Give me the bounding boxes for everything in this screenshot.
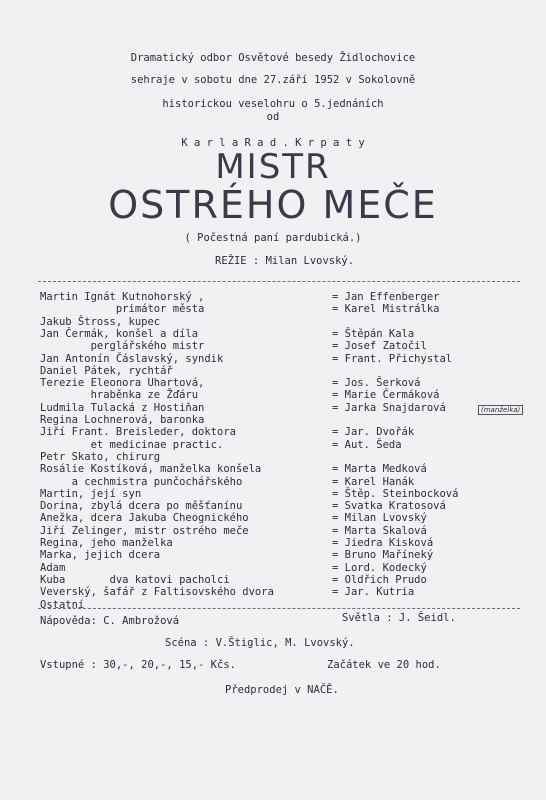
cast-actor: = Lord. Kodecký xyxy=(332,562,427,574)
start-time: Začátek ve 20 hod. xyxy=(327,659,441,671)
cast-actor: = Marie Čermáková xyxy=(332,389,440,401)
cast-actor: = Marta Skalová xyxy=(332,525,427,537)
cast-actor: = Jos. Šerková xyxy=(332,377,421,389)
cast-role: Jan Čermák, konšel a díla xyxy=(40,328,199,340)
cast-actor: = Jar. Dvořák xyxy=(332,426,415,438)
header-line-1: Dramatický odbor Osvětové besedy Židlochovice xyxy=(130,52,416,64)
header-line-3: historickou veselohru o 5.jednáních xyxy=(162,98,384,110)
cast-role: Adam xyxy=(40,562,66,574)
admission-prices: Vstupné : 30,-, 20,-, 15,- Kčs. xyxy=(40,659,236,671)
cast-role: primátor města xyxy=(40,303,205,315)
prompter-credit: Nápověda: C. Ambrožová xyxy=(40,615,180,627)
play-title-line-1: MISTR xyxy=(215,147,331,187)
cast-role: Jiří Zelinger, mistr ostrého meče xyxy=(40,525,249,537)
presale-info: Předprodej v NAČĚ. xyxy=(225,684,339,696)
cast-actor: = Milan Lvovský xyxy=(332,512,427,524)
cast-role: perglářského mistr xyxy=(40,340,205,352)
cast-role: Ludmila Tulacká z Hostiňan xyxy=(40,402,205,414)
cast-role: Rosálie Kostíková, manželka konšela xyxy=(40,463,262,475)
top-divider xyxy=(38,281,520,282)
cast-role: Regina Lochnerová, baronka xyxy=(40,414,205,426)
play-subtitle: ( Počestná paní pardubická.) xyxy=(184,232,362,244)
cast-actor: = Jiedra Kisková xyxy=(332,537,434,549)
cast-actor: = Štěp. Steinbocková xyxy=(332,488,459,500)
header-line-4: od xyxy=(266,111,280,123)
cast-actor: = Bruno Maříneký xyxy=(332,549,434,561)
cast-actor: = Jarka Snajdarová xyxy=(332,402,446,414)
cast-role: Petr Skato, chirurg xyxy=(40,451,161,463)
stage-credit: Scéna : V.Štiglic, M. Lvovský. xyxy=(165,637,355,649)
cast-role: Veverský, šafář z Faltisovského dvora xyxy=(40,586,274,598)
cast-actor: = Jan Effenberger xyxy=(332,291,440,303)
bottom-divider xyxy=(38,608,520,609)
cast-role: et medicinae practic. xyxy=(40,439,224,451)
cast-role: Ostatní xyxy=(40,599,85,611)
play-title-line-2: OSTRÉHO MEČE xyxy=(108,183,438,227)
director-credit: REŽIE : Milan Lvovský. xyxy=(215,255,355,267)
cast-role: Martin Ignát Kutnohorský , xyxy=(40,291,205,303)
author-name: K a r l a R a d . K r p a t y xyxy=(181,137,365,149)
cast-role: Terezie Eleonora Uhartová, xyxy=(40,377,205,389)
cast-role: Daniel Pátek, rychtář xyxy=(40,365,173,377)
cast-actor: = Karel Mistrálka xyxy=(332,303,440,315)
cast-role: hraběnka ze Žďáru xyxy=(40,389,199,401)
cast-actor: = Marta Medková xyxy=(332,463,427,475)
cast-actor: = Štěpán Kala xyxy=(332,328,415,340)
cast-role: Martin, její syn xyxy=(40,488,142,500)
cast-role: Kuba dva katovi pacholci xyxy=(40,574,230,586)
header-line-2: sehraje v sobotu dne 27.září 1952 v Sokolovně xyxy=(130,74,416,86)
cast-role: a cechmistra punčochářského xyxy=(40,476,243,488)
cast-role: Jakub Štross, kupec xyxy=(40,316,161,328)
lights-credit: Světla : J. Šeidl. xyxy=(342,612,456,624)
margin-note: (manželka) xyxy=(478,405,523,415)
cast-role: Marka, jejich dcera xyxy=(40,549,161,561)
cast-actor: = Josef Zatočil xyxy=(332,340,427,352)
cast-actor: = Aut. Šeda xyxy=(332,439,402,451)
cast-role: Regina, jeho manželka xyxy=(40,537,173,549)
cast-actor: = Karel Hanák xyxy=(332,476,415,488)
cast-role: Jan Antonín Čáslavský, syndik xyxy=(40,353,224,365)
cast-role: Anežka, dcera Jakuba Cheognického xyxy=(40,512,249,524)
cast-actor: = Oldřich Prudo xyxy=(332,574,427,586)
cast-actor: = Svatka Kratosová xyxy=(332,500,446,512)
cast-role: Jiří Frant. Breisleder, doktora xyxy=(40,426,236,438)
cast-actor: = Jar. Kutria xyxy=(332,586,415,598)
cast-role: Dorina, zbylá dcera po měšťanínu xyxy=(40,500,243,512)
cast-actor: = Frant. Přichystal xyxy=(332,353,453,365)
